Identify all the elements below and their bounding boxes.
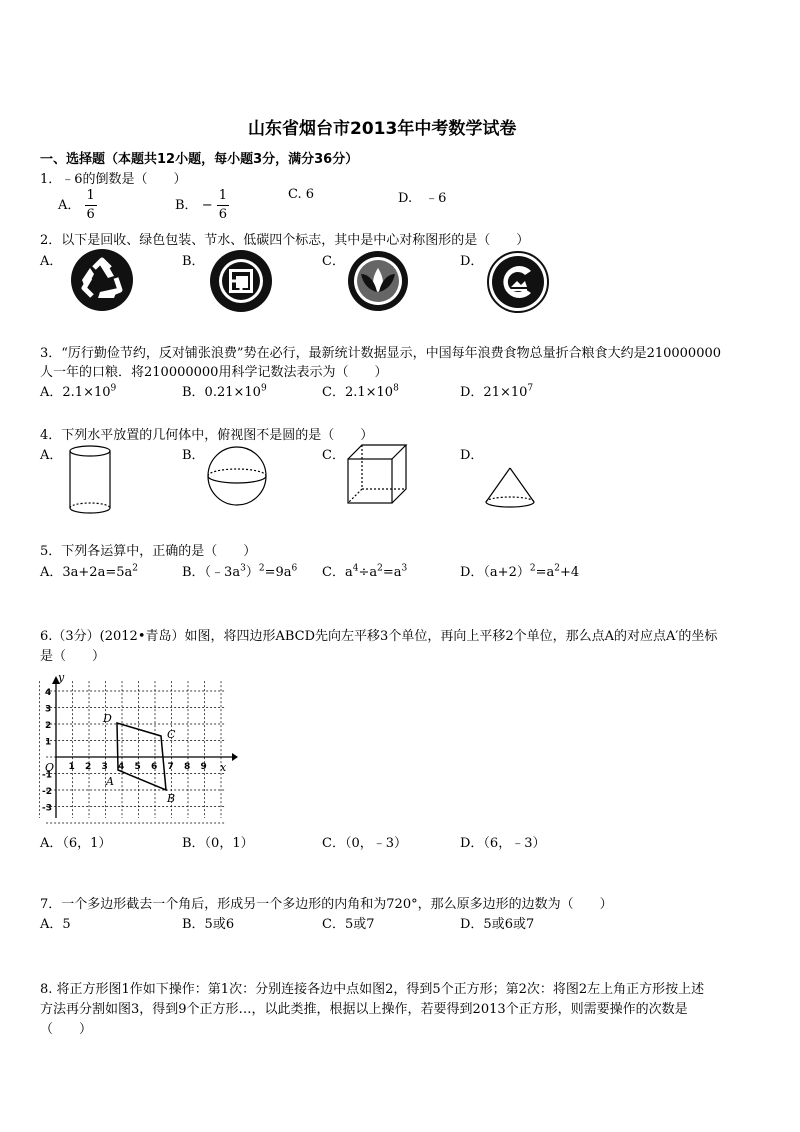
option-text: B．0.21×10 <box>182 385 261 400</box>
option-text: B．（﹣3a <box>182 565 241 580</box>
exponent: 2 <box>377 563 383 574</box>
x-tick-label: 3 <box>101 762 108 772</box>
exponent: 9 <box>110 383 117 394</box>
exponent: 3 <box>240 563 246 574</box>
x-tick-label: 2 <box>85 762 92 772</box>
q2-option-d[interactable]: D． <box>460 254 484 269</box>
denominator: 6 <box>218 207 228 222</box>
sphere-icon <box>204 443 270 509</box>
x-tick-label: 5 <box>134 762 141 772</box>
x-tick-label: 7 <box>167 762 174 772</box>
y-tick-label: 3 <box>45 704 52 715</box>
option-text: ） <box>245 565 259 580</box>
exponent: 2 <box>554 563 560 574</box>
exponent: 2 <box>258 563 265 574</box>
q5-option-d[interactable] <box>460 561 579 580</box>
exponent: 6 <box>291 563 298 574</box>
q2-option-a[interactable]: A． <box>40 254 63 269</box>
q6-option-b[interactable]: B．（0，1） <box>182 836 254 851</box>
option-label: A． <box>58 198 81 213</box>
y-axis-label: y <box>58 671 65 684</box>
y-tick-label: 1 <box>45 737 52 748</box>
q2-option-b[interactable]: B． <box>182 254 205 269</box>
y-tick-label: -1 <box>42 770 52 781</box>
option-text: A．2.1×10 <box>40 385 111 400</box>
point-c-label: C <box>167 728 176 741</box>
question-3-line-1: 3．“厉行勤俭节约，反对铺张浪费”势在必行，最新统计数据显示，中国每年浪费食物总量折合粮食大约是210000000 <box>40 346 722 361</box>
exponent: 4 <box>352 563 359 574</box>
fraction <box>217 187 229 224</box>
question-4-stem: 4．下列水平放置的几何体中，俯视图不是圆的是（ ） <box>40 428 374 443</box>
q4-option-d[interactable]: D． <box>460 448 484 463</box>
y-tick-label: -3 <box>42 803 52 814</box>
q5-option-a[interactable] <box>40 561 138 580</box>
y-tick-labels <box>42 688 55 814</box>
option-text: =a <box>382 565 402 580</box>
q3-option-b[interactable] <box>182 381 267 400</box>
q1-option-a[interactable] <box>58 187 97 224</box>
x-tick-labels <box>69 762 207 772</box>
q1-option-d[interactable]: D. ﹣6 <box>398 191 447 206</box>
q4-option-b[interactable]: B． <box>182 448 205 463</box>
point-b-label: B <box>167 792 176 805</box>
option-text: D．（a+2） <box>460 565 530 580</box>
q6-option-c[interactable]: C．（0，﹣3） <box>322 836 407 851</box>
origin-label: O <box>45 761 55 774</box>
page-title: 山东省烟台市2013年中考数学试卷 <box>248 119 517 139</box>
y-tick-label: 4 <box>45 688 52 698</box>
x-tick-label: 9 <box>200 762 207 772</box>
q6-option-a[interactable]: A．（6，1） <box>40 836 112 851</box>
y-tick-label: 2 <box>45 721 52 731</box>
option-text: A．3a+2a=5a <box>40 565 133 580</box>
cone-icon <box>482 466 538 510</box>
option-text: =a <box>535 565 555 580</box>
question-7-stem: 7．一个多边形截去一个角后，形成另一个多边形的内角和为720°，那么原多边形的边数为（ ） <box>40 897 613 912</box>
cylinder-icon <box>62 444 118 516</box>
question-5-stem: 5．下列各运算中，正确的是（ ） <box>40 544 257 559</box>
option-text: C．2.1×10 <box>322 385 394 400</box>
fraction <box>85 187 97 224</box>
q6-option-d[interactable]: D．（6，﹣3） <box>460 836 546 851</box>
y-tick-label: -2 <box>42 787 52 797</box>
option-label: B． <box>175 198 198 213</box>
low-carbon-logo-icon <box>487 251 549 313</box>
point-d-label: D <box>103 712 112 725</box>
exponent: 9 <box>260 383 267 394</box>
x-tick-label: 4 <box>118 762 125 772</box>
q5-option-c[interactable] <box>322 561 407 580</box>
x-tick-label: 1 <box>68 762 75 772</box>
q7-option-c[interactable]: C．5或7 <box>322 917 375 932</box>
q1-option-c[interactable]: C. 6 <box>288 187 315 202</box>
question-6-line-1: 6.（3分）(2012•青岛）如图，将四边形ABCD先向左平移3个单位，再向上平移2个单位，那么点A的对应点A′的坐标 <box>40 629 718 644</box>
grid-lines <box>40 681 226 823</box>
section-heading: 一、选择题（本题共12小题，每小题3分，满分36分） <box>40 152 359 167</box>
q3-option-a[interactable] <box>40 381 116 400</box>
q7-option-d[interactable]: D．5或6或7 <box>460 917 535 932</box>
point-a-label: A <box>106 775 114 788</box>
question-1-stem: 1．﹣6的倒数是（ ） <box>40 172 187 187</box>
q7-option-a[interactable]: A．5 <box>40 917 71 932</box>
q3-option-c[interactable] <box>322 381 399 400</box>
green-packaging-logo-icon <box>209 249 273 313</box>
numerator: 1 <box>85 187 97 206</box>
minus-sign: − <box>201 198 213 213</box>
exponent: 2 <box>132 563 138 574</box>
cube-icon <box>344 443 410 509</box>
denominator: 6 <box>86 207 95 222</box>
exponent: 8 <box>393 383 399 394</box>
question-8-line-2: 方法再分割如图3，得到9个正方形…，以此类推，根据以上操作，若要得到2013个正方形，则需要操作的次数是 <box>40 1002 688 1017</box>
x-axis-label: x <box>220 761 227 774</box>
x-tick-label: 6 <box>151 762 158 772</box>
option-text: ÷a <box>358 565 378 580</box>
option-text: =9a <box>264 565 292 580</box>
x-tick-label: 8 <box>184 762 191 772</box>
question-3-line-2: 人一年的口粮．将210000000用科学记数法表示为（ ） <box>40 365 388 380</box>
q3-option-d[interactable] <box>460 381 533 400</box>
recycle-logo-icon <box>70 248 134 312</box>
coordinate-grid-figure <box>36 672 236 822</box>
numerator: 1 <box>217 187 229 206</box>
q7-option-b[interactable]: B．5或6 <box>182 917 235 932</box>
option-text: D．21×10 <box>460 385 528 400</box>
q1-option-b[interactable] <box>175 187 229 224</box>
question-8-line-1: 8. 将正方形图1作如下操作：第1次：分别连接各边中点如图2，得到5个正方形；第2次：将图2左上角正方形按上述 <box>40 982 705 997</box>
q4-option-a[interactable]: A． <box>40 448 63 463</box>
exponent: 7 <box>527 383 534 394</box>
water-saving-logo-icon <box>347 250 409 312</box>
exponent: 3 <box>401 563 408 574</box>
q2-option-c[interactable]: C． <box>322 254 345 269</box>
q5-option-b[interactable] <box>182 561 297 580</box>
x-axis-arrow-icon <box>232 753 238 761</box>
question-6-line-2: 是（ ） <box>40 649 106 664</box>
option-text: C．a <box>322 565 353 580</box>
q4-option-c[interactable]: C． <box>322 448 345 463</box>
question-8-line-3: （ ） <box>40 1022 93 1037</box>
option-text: +4 <box>559 565 580 580</box>
exponent: 2 <box>529 563 536 574</box>
question-2-stem: 2．以下是回收、绿色包装、节水、低碳四个标志，其中是中心对称图形的是（ ） <box>40 233 530 248</box>
